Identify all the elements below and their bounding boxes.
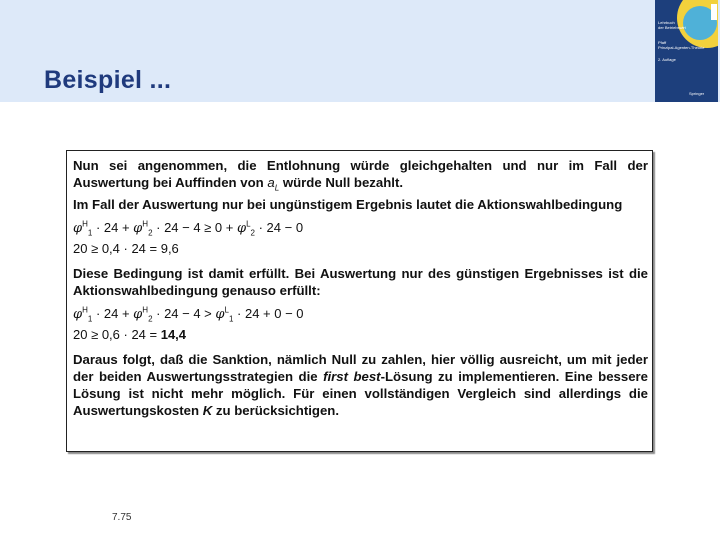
equation-4	[73, 325, 648, 345]
paragraph-condition-fulfilled	[73, 265, 648, 299]
equation-1	[73, 218, 648, 239]
eq1-term-3: · 24 − 0	[255, 220, 304, 235]
paragraph-conclusion	[73, 351, 648, 419]
cover-edition-text: 2. Auflage	[658, 57, 676, 62]
eq3-term-3: · 24 + 0 − 0	[233, 306, 304, 321]
eq1-sup-1: H	[82, 219, 88, 229]
intro-line-2-b: würde Null bezahlt.	[279, 175, 404, 190]
intro-line-2-a: Auswertung bei Auffinden von	[73, 175, 268, 190]
var-a: a	[267, 175, 275, 190]
conclusion-line-4-b: zu berücksichtigen.	[212, 403, 340, 418]
phi-symbol: φ	[236, 221, 247, 236]
conclusion-line-4	[73, 402, 648, 419]
phi-symbol: φ	[73, 221, 83, 236]
intro-line-1: Nun sei angenommen, die Entlohnung würde gleichgehalten und nur im Fall der	[73, 158, 648, 173]
slide-title: Beispiel ...	[44, 66, 172, 94]
conclusion-line-1: Daraus folgt, daß die Sanktion, nämlich Null zu zahlen, hier völlig ausreicht, um mit jeder	[73, 352, 648, 367]
content-text	[73, 157, 648, 419]
eq3-term-1: · 24 +	[92, 306, 134, 321]
var-a-sub: L	[274, 183, 280, 193]
page-number: 7.75	[112, 512, 132, 523]
eq3-sup-2: H	[142, 305, 149, 315]
eq1-sub-1: 1	[87, 228, 93, 238]
first-best-term: first best	[323, 369, 381, 384]
eq3-term-2: · 24 − 4 >	[152, 306, 216, 321]
eq1-sub-3: 2	[250, 228, 255, 238]
fulfilled-line-2: Aktionswahlbedingung genauso erfüllt:	[73, 283, 321, 298]
book-cover-image	[655, 0, 718, 102]
fulfilled-line-1: Diese Bedingung ist damit erfüllt. Bei Auswertung nur des günstigen Ergebnisses ist die	[73, 266, 648, 281]
cover-title-text: Pfaff Prinzipal-Agenten-Theorie	[658, 40, 705, 50]
eq4-result: 14,4	[160, 327, 187, 342]
phi-symbol: φ	[215, 307, 225, 322]
conclusion-line-2-b: -Lösung zu implementieren. Eine bessere	[380, 369, 648, 384]
conclusion-line-3: Lösung ist nicht mehr möglich. Für einen vollständigen Vergleich sind allerdings die	[73, 386, 648, 401]
cover-publisher-text: Springer	[689, 91, 705, 96]
paragraph-condition-intro: Im Fall der Auswertung nur bei ungünstigem Ergebnis lautet die Aktionswahlbedingung	[73, 197, 623, 212]
eq1-sub-2: 2	[148, 228, 153, 238]
cover-series-text: Lehrbuch der Betriebswirt	[658, 20, 686, 30]
eq4-prefix: 20 ≥ 0,6 · 24 =	[73, 327, 161, 342]
eq1-sup-2: H	[142, 219, 149, 229]
eq3-sup-3: L	[224, 305, 229, 315]
equation-2: 20 ≥ 0,4 · 24 = 9,6	[73, 241, 179, 256]
conclusion-line-4-a: Auswertungskosten	[73, 403, 203, 418]
paragraph-intro	[73, 157, 648, 191]
eq3-sub-2: 2	[148, 314, 153, 324]
eq1-sup-3: L	[246, 219, 251, 229]
cover-tab-graphic	[711, 4, 717, 20]
conclusion-line-2-a: der beiden Auswertungsstrategien die	[73, 369, 324, 384]
phi-symbol: φ	[133, 221, 143, 236]
eq3-sup-1: H	[82, 305, 88, 315]
var-k: K	[202, 403, 213, 418]
phi-symbol: φ	[133, 307, 143, 322]
eq3-sub-1: 1	[87, 314, 93, 324]
eq3-sub-3: 1	[228, 314, 234, 324]
eq1-term-1: · 24 +	[92, 220, 134, 235]
equation-3	[73, 304, 648, 325]
conclusion-line-2	[73, 368, 648, 385]
phi-symbol: φ	[73, 307, 83, 322]
eq1-term-2: · 24 − 4 ≥ 0 +	[152, 220, 237, 235]
